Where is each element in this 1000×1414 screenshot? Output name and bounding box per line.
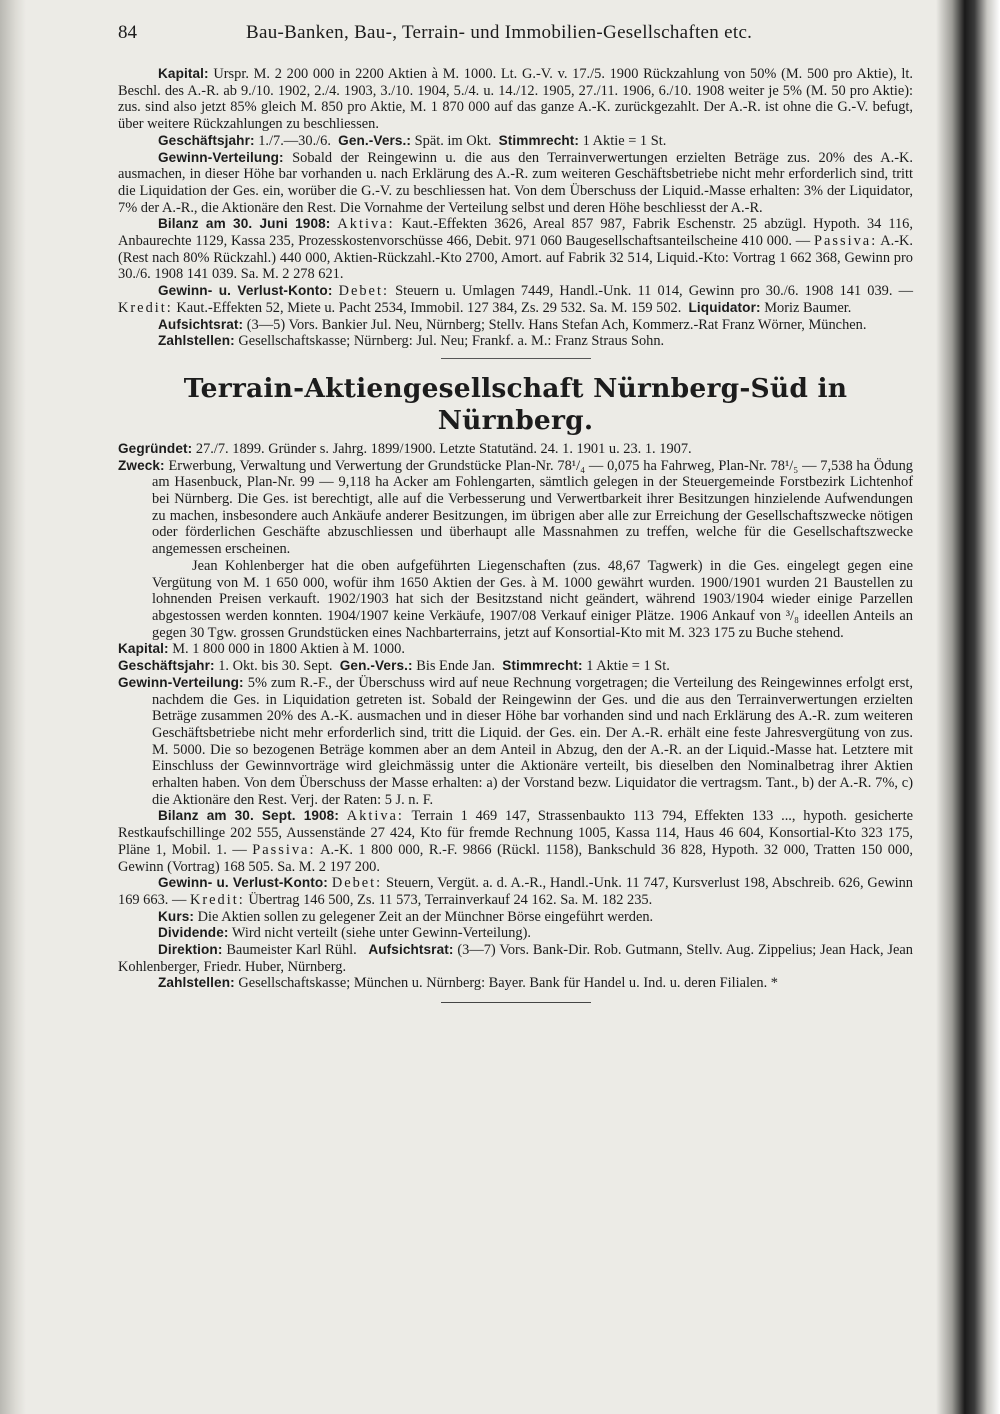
geschaeftsjahr-label: Geschäftsjahr:	[118, 658, 215, 674]
kapital-paragraph	[118, 66, 913, 133]
direktion-text: Baumeister Karl Rühl.	[226, 942, 357, 959]
direktion-paragraph	[118, 942, 913, 975]
passiva-text: A.-K. 1 800 000, R.-F. 9866 (Rückl. 1158), Bankschuld 36 828, Hypoth. 32 000, Tratten 150 000, Gewinn (Vortrag) 168 505. Sa. M. 2 197 200.	[118, 841, 913, 875]
geschaeftsjahr-text: 1./7.—30./6.	[258, 132, 331, 149]
bilanz-label: Bilanz am 30. Juni 1908:	[158, 216, 331, 232]
gen-vers-text: Spät. im Okt.	[414, 132, 492, 149]
debet-text: Steuern u. Umlagen 7449, Handl.-Unk. 11 014, Gewinn pro 30./6. 1908 141 039. —	[395, 283, 913, 300]
stimmrecht-label: Stimmrecht:	[498, 132, 580, 148]
kredit-text: Kaut.-Effekten 52, Miete u. Pacht 2534, Immobil. 127 384, Zs. 29 532. Sa. M. 159 502.	[176, 299, 682, 316]
gewinn-verteilung-label: Gewinn-Verteilung:	[158, 149, 284, 165]
bilanz-paragraph	[118, 808, 913, 875]
zahlstellen-text: Gesellschaftskasse; Nürnberg: Jul. Neu; Frankf. a. M.: Franz Straus Sohn.	[238, 333, 665, 350]
aufsichtsrat-text: (3—7) Vors. Bank-Dir. Rob. Gutmann, Stellv. Aug. Zippelius; Jean Hack, Jean Kohlenberger, Friedr. Huber, Nürnberg.	[118, 942, 913, 975]
kurs-paragraph	[118, 909, 913, 926]
guv-label: Gewinn- u. Verlust-Konto:	[158, 283, 333, 299]
passiva-text: A.-K. (Rest nach 80% Rückzahl.) 440 000, Aktien-Rückzahl.-Kto 2700, Amort. auf Fabrik 32 514, Liquid.-Kto: Vortrag 1 662 368, Gewinn pro 30./6. 1908 141 039. Sa. M. 2 278 621.	[118, 233, 913, 283]
liquidator-text: Moriz Baumer.	[764, 299, 852, 316]
kapital-label: Kapital:	[158, 66, 209, 81]
zweck-paragraph	[118, 458, 913, 558]
guv-label: Gewinn- u. Verlust-Konto:	[158, 875, 328, 891]
running-header: Bau-Banken, Bau-, Terrain- und Immobilien-Gesellschaften etc.	[246, 22, 753, 43]
kurs-label: Kurs:	[158, 908, 194, 924]
gewinn-verteilung-paragraph	[118, 150, 913, 217]
aktiva-label: Aktiva:	[337, 216, 395, 233]
aktiva-text: Kaut.-Effekten 3626, Areal 857 987, Fabrik Eschenstr. 25 abzügl. Hypoth. 34 116, Anbaurechte 1129, Kassa 235, Prozesskostenvorschüsse 466, Debit. 971 060 Baugesellschaftsanteilscheine 410 000. —	[118, 216, 913, 250]
gewinn-verteilung-paragraph	[118, 675, 913, 809]
previous-company-entry	[118, 66, 913, 350]
guv-paragraph	[118, 283, 913, 316]
zweck-paragraph-2	[152, 558, 913, 642]
gewinn-verteilung-text: Sobald der Reingewinn u. die aus den Terrainverwertungen erzielten Beträge zus. 20% des A.-K. ausmachen, in dieser Höhe bar vorhanden u. nach Erklärung des A.-R. zum weiteren Geschäftsbetriebe nicht mehr erforderlich sind, tritt die Liquidation der Ges. ein, worüber die G.-V. zu beschliessen hat. Von dem Überschuss der Liquid.-Masse erhalten: 3% der Liquidator, 7% der A.-R., die Aktionäre den Rest. Die Vornahme der Verteilung selbst und deren Höhe beschliesst der A.-R.	[118, 149, 913, 216]
stimmrecht-text: 1 Aktie = 1 St.	[582, 132, 667, 149]
zahlstellen-paragraph	[118, 975, 913, 992]
zahlstellen-label: Zahlstellen:	[158, 975, 235, 991]
geschaeftsjahr-paragraph	[118, 658, 913, 675]
gen-vers-label: Gen.-Vers.:	[339, 658, 413, 674]
geschaeftsjahr-label: Geschäftsjahr:	[158, 132, 255, 148]
page-edge-shadow	[936, 0, 1000, 1414]
company-entry	[118, 373, 913, 992]
page-body	[118, 66, 913, 1003]
liquidator-label: Liquidator:	[688, 299, 761, 315]
passiva-label: Passiva:	[814, 233, 878, 250]
kapital-paragraph	[118, 641, 913, 658]
aktiva-label: Aktiva:	[346, 808, 404, 825]
bilanz-label: Bilanz am 30. Sept. 1908:	[158, 808, 339, 824]
gewinn-verteilung-text: 5% zum R.-F., der Überschuss wird auf neue Rechnung vorgetragen; die Verteilung des Reingewinnes erfolgt erst, nachdem die Ges. in Liquidation getreten ist. Sobald der Reingewinn der Ges. und die aus den Terrainverwertungen erzielten Beträge zusammen 20% des A.-K. ausmachen und in dieser Höhe bar vorhanden sind und nach Erklärung des A.-R. zum weiteren Geschäftsbetriebe nicht mehr erforderlich sind, tritt die Liquid. der Ges. ein. Der A.-R. erhält eine feste Jahresvergütung von zus. M. 5000. Die so bezogenen Beträge kommen aber an dem Anteil in Abzug, den der A.-R. an der Liquid.-Masse hat. Letztere mit Einschluss der Gewinnvorträge wird gleichmässig unter die Aktionäre verteilt, bis dieselben den Nominalbetrag ihrer Aktien erhalten haben. Von dem Überschuss der Masse erhalten: a) der Vorstand bezw. Liquidator die vertragsm. Tant., b) der A.-R. 7%, c) die Aktionäre den Rest. Verj. der Raten: 5 J. n. F.	[152, 674, 913, 808]
debet-label: Debet:	[338, 283, 389, 300]
passiva-label: Passiva:	[252, 841, 316, 858]
zahlstellen-text: Gesellschaftskasse; München u. Nürnberg: Bayer. Bank für Handel u. Ind. u. deren Filialen. *	[238, 975, 779, 992]
gegruendet-label: Gegründet:	[118, 440, 193, 456]
zweck-text-2: Jean Kohlenberger hat die oben aufgeführten Liegenschaften (zus. 48,67 Tagwerk) in die Ges. eingelegt gegen eine Vergütung von M. 1 650 000, wofür ihm 1650 Aktien der Ges. à M. 1000 gewährt wurden. 1900/1901 wurden 21 Baustellen zu lohnenden Preisen verkauft. 1902/1903 hat sich der Besitzstand nicht geändert, während 1903/1904 wieder einige Parzellen abgestossen werden konnten. 1904/1907 keine Verkäufe, 1907/08 Verkauf einiger Plätze. 1906 Ankauf von ³/₈ ideellen Anteils an gegen 30 Tgw. grossen Grundstücken eines Nachbarterrains, jetzt auf Konsortial-Kto mit M. 323 175 zu Buche stehend.	[152, 557, 913, 641]
zahlstellen-label: Zahlstellen:	[158, 333, 235, 349]
kapital-text: M. 1 800 000 in 1800 Aktien à M. 1000.	[172, 641, 405, 658]
aufsichtsrat-paragraph	[118, 317, 913, 334]
guv-paragraph	[118, 875, 913, 908]
section-divider	[441, 358, 591, 359]
kapital-label: Kapital:	[118, 641, 169, 657]
end-divider	[441, 1002, 591, 1003]
debet-label: Debet:	[331, 875, 383, 892]
zweck-label: Zweck:	[118, 457, 165, 473]
direktion-label: Direktion:	[158, 942, 223, 958]
gewinn-verteilung-label: Gewinn-Verteilung:	[118, 674, 244, 690]
kredit-label: Kredit:	[189, 891, 245, 908]
page-number: 84	[118, 22, 137, 43]
kredit-label: Kredit:	[118, 299, 173, 316]
geschaeftsjahr-text: 1. Okt. bis 30. Sept.	[218, 658, 333, 675]
zahlstellen-paragraph	[118, 333, 913, 350]
gegruendet-paragraph	[118, 441, 913, 458]
aufsichtsrat-label: Aufsichtsrat:	[368, 942, 454, 958]
zweck-text: Erwerbung, Verwaltung und Verwertung der Grundstücke Plan-Nr. 78¹/₄ — 0,075 ha Fahrweg, Plan-Nr. 78¹/₅ — 7,538 ha Ödung am Hasenbuck, Plan-Nr. 99 — 9,118 ha Acker am Fohlengarten, sämtlich gelegen in der Steuergemeinde Forstbezirk Lichtenhof bei Nürnberg. Die Ges. ist berechtigt, alle auf die Verbesserung und Verwertbarkeit ihrer Besitzungen hinzielende Aufwendungen zu machen, insbesondere auch Ankäufe anderer Besitzungen, im übrigen aber alle zur Erreichung der Gesellschaftszwecke nötigen oder förderlichen Geschäfte abzuschliessen und überhaupt alle Massnahmen zu treffen, welche für die Gesellschaftszwecke angemessen erscheinen.	[152, 457, 913, 558]
book-binding-shadow	[0, 0, 26, 1414]
dividende-paragraph	[118, 925, 913, 942]
kapital-text: Urspr. M. 2 200 000 in 2200 Aktien à M. 1000. Lt. G.-V. v. 17./5. 1900 Rückzahlung von 50% (M. 500 pro Aktie), lt. Beschl. des A.-R. ab 9./10. 1902, 2./4. 1903, 3./10. 1904, 5./4. u. 14./12. 1905, 27./11. 1906, 6./10. 1908 weiter je 5% (M. 50 pro Aktie): zus. sind also jetzt 85% gleich M. 850 pro Aktie, M. 1 870 000 auf das ganze A.-K. zurückgezahlt. Der A.-R. ist ohne die G.-V. befugt, über weitere Rückzahlungen zu beschliessen.	[118, 66, 913, 133]
dividende-label: Dividende:	[158, 925, 229, 941]
company-title: Terrain-Aktiengesellschaft Nürnberg-Süd in Nürnberg.	[183, 372, 848, 436]
bilanz-paragraph	[118, 216, 913, 283]
aktiva-text: Terrain 1 469 147, Strassenbaukto 113 794, Effekten 133 ..., hypoth. gesicherte Restkaufschillinge 202 555, Aussenstände 27 424, Kto für fremde Rechnung 1005, Kassa 114, Haus 46 604, Konsortial-Kto 323 175, Pläne 1, Mobil. 1. —	[118, 808, 913, 858]
debet-text: Steuern, Vergüt. a. d. A.-R., Handl.-Unk. 11 747, Kursverlust 198, Abschreib. 626, Gewinn 169 663. —	[118, 875, 913, 908]
kredit-text: Übertrag 146 500, Zs. 11 573, Terrainverkauf 24 162. Sa. M. 182 235.	[248, 891, 653, 908]
stimmrecht-text: 1 Aktie = 1 St.	[586, 658, 670, 675]
aufsichtsrat-text: (3—5) Vors. Bankier Jul. Neu, Nürnberg; Stellv. Hans Stefan Ach, Kommerz.-Rat Franz Wörner, München.	[246, 316, 867, 333]
geschaeftsjahr-paragraph	[118, 133, 913, 150]
gen-vers-text: Bis Ende Jan.	[416, 658, 495, 675]
gegruendet-text: 27./7. 1899. Gründer s. Jahrg. 1899/1900. Letzte Statutänd. 24. 1. 1901 u. 23. 1. 1907.	[195, 440, 692, 457]
aufsichtsrat-label: Aufsichtsrat:	[158, 316, 244, 332]
stimmrecht-label: Stimmrecht:	[502, 658, 583, 674]
kurs-text: Die Aktien sollen zu gelegener Zeit an der Münchner Börse eingeführt werden.	[197, 908, 654, 925]
gen-vers-label: Gen.-Vers.:	[338, 132, 412, 148]
dividende-text: Wird nicht verteilt (siehe unter Gewinn-Verteilung).	[231, 925, 531, 942]
